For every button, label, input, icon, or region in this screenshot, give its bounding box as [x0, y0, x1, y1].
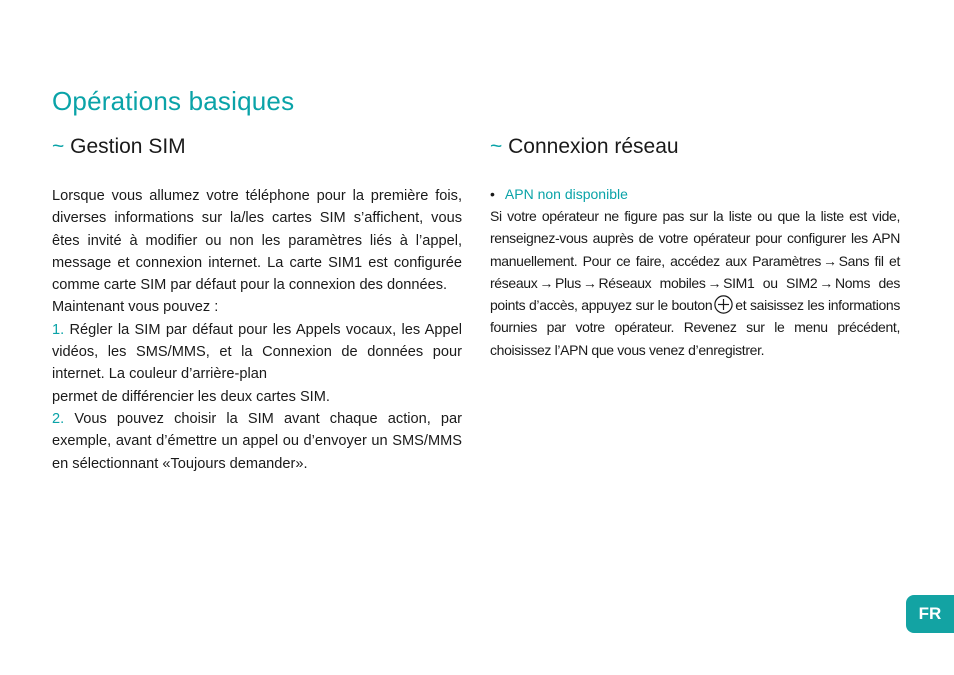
gestion-sim-item-1-continued: permet de différencier les deux cartes SIM. — [52, 388, 330, 405]
connexion-reseau-heading — [490, 133, 900, 161]
arrow-right-icon: → — [823, 252, 837, 269]
arrow-right-icon: → — [582, 274, 597, 291]
path-sans-fil: Sans fil et réseaux — [490, 252, 900, 291]
gestion-sim-section — [52, 133, 462, 475]
page-title: Opérations basiques — [52, 86, 295, 116]
connexion-reseau-section — [490, 133, 900, 361]
item-1-number: 1. — [52, 321, 65, 338]
gestion-sim-heading-text: Gestion SIM — [70, 135, 186, 158]
gestion-sim-now-can: Maintenant vous pouvez : — [52, 299, 219, 316]
tilde-marker: ~ — [490, 135, 503, 158]
arrow-right-icon: → — [819, 274, 833, 291]
apn-bullet-title: APN non disponible — [504, 186, 628, 202]
tilde-marker: ~ — [52, 135, 65, 158]
bullet-dot: • — [490, 186, 495, 202]
apn-text-part-1: Si votre opérateur ne figure pas sur la liste ou que la liste est vide, renseignez-vous auprès de votre opérateur pour configurer les APN manuellement. Pour ce faire, accédez aux — [490, 208, 900, 269]
path-plus: Plus — [555, 274, 581, 291]
connexion-reseau-heading-text: Connexion réseau — [508, 135, 679, 158]
add-circle-icon — [714, 295, 733, 314]
path-reseaux-mobiles: Réseaux mobiles — [598, 274, 706, 291]
item-1-text: Régler la SIM par défaut pour les Appels vocaux, les Appel vidéos, les SMS/MMS, et la Connexion de données pour internet. La couleur d’arrière-plan — [52, 321, 462, 383]
gestion-sim-item-2 — [52, 408, 462, 475]
path-sim: SIM1 ou SIM2 — [723, 274, 818, 291]
gestion-sim-heading — [52, 133, 462, 161]
item-2-text: Vous pouvez choisir la SIM avant chaque action, par exemple, avant d’émettre un appel ou d’envoyer un SMS/MMS en sélectionnant «Toujours demander». — [52, 410, 462, 472]
apn-instructions — [490, 205, 900, 361]
gestion-sim-intro: Lorsque vous allumez votre téléphone pour la première fois, diverses informations sur la/les cartes SIM s’affichent, vous êtes invité à modifier ou non les paramètres liés à l’appel, message et connexion internet. La carte SIM1 est configurée comme carte SIM par défaut pour la connexion des données. — [52, 188, 462, 294]
item-2-number: 2. — [52, 410, 65, 427]
arrow-right-icon: → — [707, 274, 722, 291]
apn-text-part-2: et saisissez les informations fournies par votre opérateur. Revenez sur le menu précédent, choisissez l’APN que vous venez d’enregistrer. — [490, 297, 901, 358]
language-tab: FR — [906, 595, 954, 633]
path-noms-points-acces: Noms des points d’accès, appuyez sur le bouton — [490, 274, 900, 314]
apn-bullet — [490, 183, 900, 205]
gestion-sim-body — [52, 185, 462, 475]
arrow-right-icon: → — [539, 274, 554, 291]
gestion-sim-item-1 — [52, 319, 462, 386]
path-parametres: Paramètres — [752, 252, 821, 269]
